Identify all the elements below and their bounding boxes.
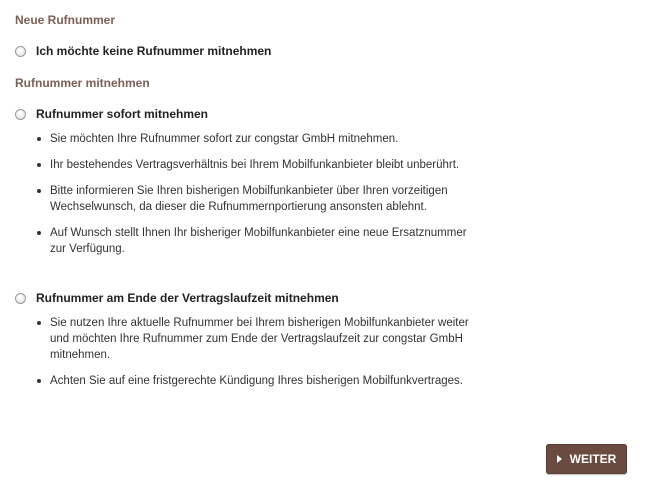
radio-label: Rufnummer am Ende der Vertragslaufzeit mitnehmen (36, 291, 339, 305)
radio-button[interactable] (15, 109, 26, 120)
radio-label: Ich möchte keine Rufnummer mitnehmen (36, 44, 272, 58)
radio-label: Rufnummer sofort mitnehmen (36, 107, 209, 121)
radio-option-port-immediately[interactable] (15, 107, 208, 121)
list-item: Achten Sie auf eine fristgerechte Kündigung Ihres bisherigen Mobilfunkvertrages. (37, 373, 477, 389)
play-arrow-icon (557, 455, 562, 463)
info-list-port-immediately (37, 131, 477, 257)
radio-option-no-number-port[interactable] (15, 44, 271, 58)
list-item: Sie möchten Ihre Rufnummer sofort zur congstar GmbH mitnehmen. (37, 131, 477, 147)
section-heading-new-number: Neue Rufnummer (15, 13, 116, 27)
list-item: Ihr bestehendes Vertragsverhältnis bei Ihrem Mobilfunkanbieter bleibt unberührt. (37, 157, 477, 173)
section-heading-port-number: Rufnummer mitnehmen (15, 76, 150, 90)
radio-option-port-end-of-contract[interactable] (15, 291, 339, 305)
info-list-port-end-of-contract (37, 315, 477, 389)
list-item: Sie nutzen Ihre aktuelle Rufnummer bei Ihrem bisherigen Mobilfunkanbieter weiter und möchten Ihre Rufnummer zum Ende der Vertragslaufzeit zur congstar GmbH mitnehmen. (37, 315, 477, 363)
list-item: Bitte informieren Sie Ihren bisherigen Mobilfunkanbieter über Ihren vorzeitigen Wechselwunsch, da dieser die Rufnummernportierung ansonsten ablehnt. (37, 183, 477, 215)
radio-button[interactable] (15, 293, 26, 304)
radio-button[interactable] (15, 46, 26, 57)
list-item: Auf Wunsch stellt Ihnen Ihr bisheriger Mobilfunkanbieter eine neue Ersatznummer zur Verfügung. (37, 225, 477, 257)
next-button[interactable] (546, 444, 627, 474)
next-button-label: WEITER (569, 452, 617, 466)
